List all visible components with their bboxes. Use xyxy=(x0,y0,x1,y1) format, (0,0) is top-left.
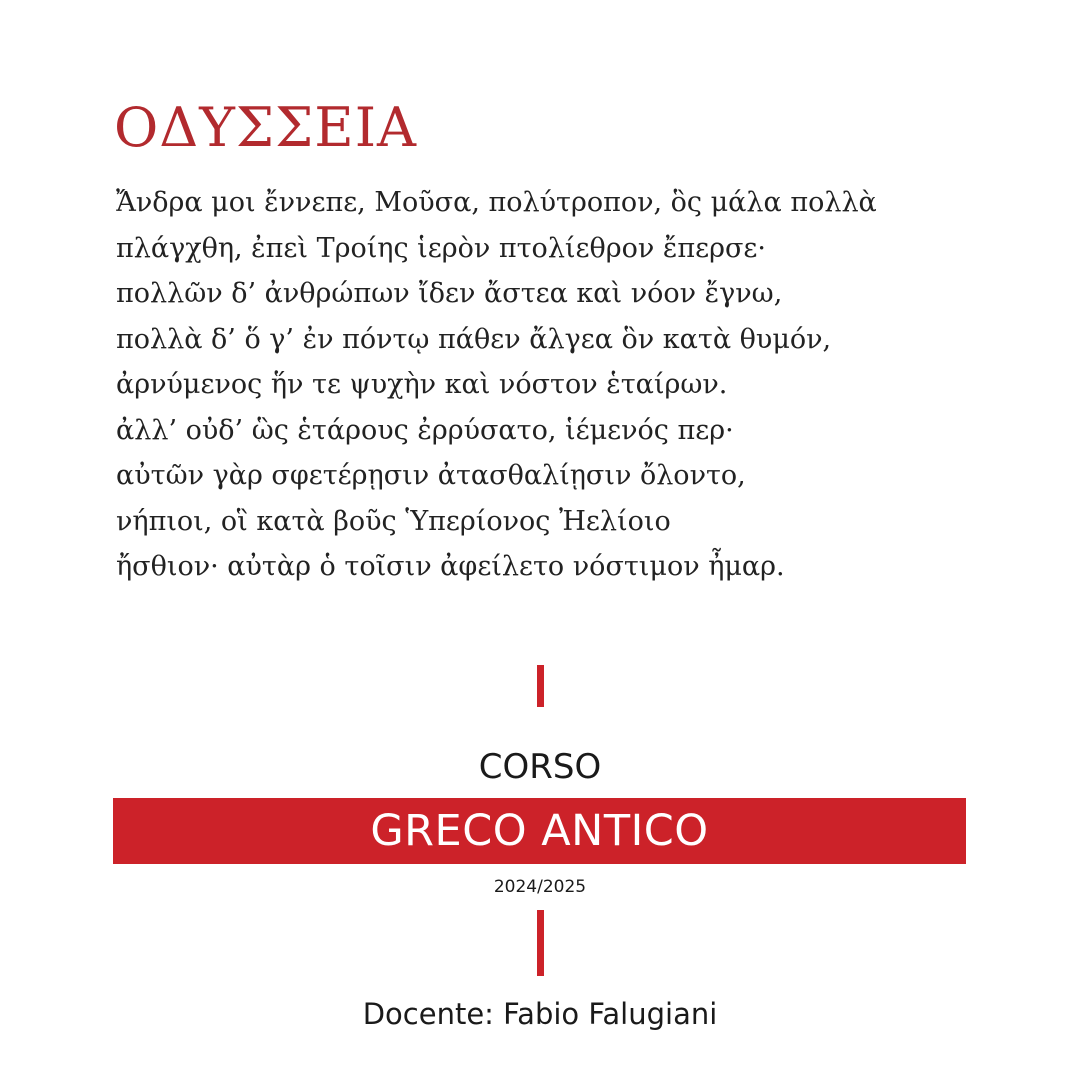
course-label: CORSO xyxy=(478,747,602,787)
poem-line: πολλὰ δ’ ὅ γ’ ἐν πόντῳ πάθεν ἄλγεα ὃν κατὰ θυμόν, xyxy=(116,323,832,355)
poem-line: νήπιοι, οἳ κατὰ βοῦς Ὑπερίονος Ἠελίοιο xyxy=(116,505,671,537)
top-divider xyxy=(537,665,544,707)
poem-line: πολλῶν δ’ ἀνθρώπων ἴδεν ἄστεα καὶ νόον ἔγνω, xyxy=(116,278,783,309)
teacher-name: Fabio Falugiani xyxy=(503,997,718,1031)
teacher-credit xyxy=(0,994,1080,1034)
page-title: ΟΔΥΣΣΕΙΑ xyxy=(114,96,418,159)
poem-line: αὐτῶν γὰρ σφετέρῃσιν ἀτασθαλίῃσιν ὄλοντο, xyxy=(116,460,746,491)
poem-line: Ἄνδρα μοι ἔννεπε, Μοῦσα, πολύτροπον, ὃς μάλα πολλὰ xyxy=(116,187,877,218)
course-banner xyxy=(113,798,966,864)
poem-line: ἀρνύμενος ἥν τε ψυχὴν καὶ νόστον ἑταίρων. xyxy=(116,369,728,400)
course-name: GRECO ANTICO xyxy=(370,806,709,856)
teacher-label: Docente: xyxy=(362,997,494,1031)
poem-line: ἀλλ’ οὐδ’ ὣς ἑτάρους ἐρρύσατο, ἱέμενός περ· xyxy=(116,414,734,446)
academic-year: 2024/2025 xyxy=(493,877,587,897)
poem xyxy=(116,180,1016,590)
poem-line: πλάγχθη, ἐπεὶ Τροίης ἱερὸν πτολίεθρον ἔπερσε· xyxy=(116,232,766,264)
poem-line: ἤσθιον· αὐτὰρ ὁ τοῖσιν ἀφείλετο νόστιμον ἦμαρ. xyxy=(116,551,785,582)
bottom-divider xyxy=(537,910,544,976)
